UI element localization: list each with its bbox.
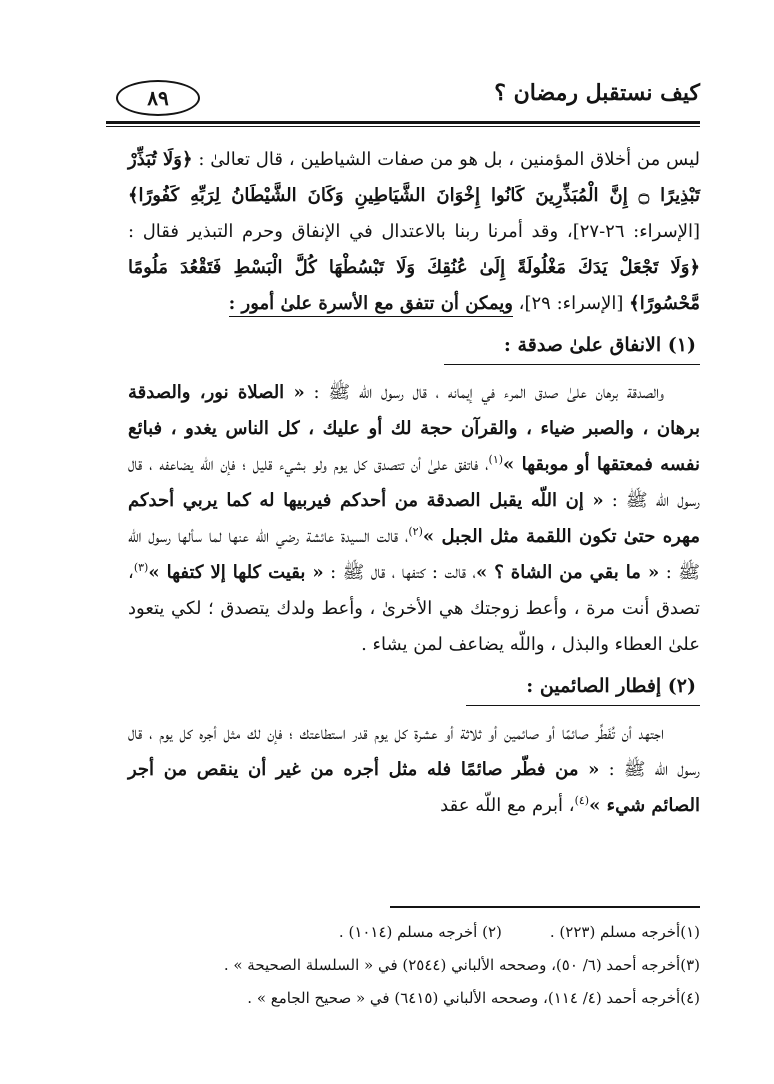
footnote-row-1 — [100, 916, 700, 949]
section-heading-charity: (١) الانفاق علىٰ صدقة : — [444, 328, 700, 365]
paragraph-iftar — [128, 716, 700, 824]
page-number: ٨٩ — [116, 80, 200, 116]
quran-verse-1: ﴿وَلَا تُبَذِّرْ تَبْذِيرًا ۝ إِنَّ الْمُبَذِّرِينَ كَانُوا إِخْوَانَ الشَّيَاطِينِ وَكَانَ الشَّيْطَانُ لِرَبِّهِ كَفُورًا﴾ — [128, 149, 700, 206]
footnote-ref-3: (٣) — [133, 561, 149, 574]
quran-verse-2: ﴿وَلَا تَجْعَلْ يَدَكَ مَغْلُولَةً إِلَىٰ عُنُقِكَ وَلَا تَبْسُطْهَا كُلَّ الْبَسْطِ فَتَقْعُدَ مَلُومًا مَّحْسُورًا﴾ — [128, 257, 700, 314]
verse-ref-1: [الإسراء: ٢٦-٢٧]، وقد أمرنا ربنا بالاعتدال في الإنفاق وحرم التبذير فقال : — [128, 221, 700, 242]
hadith-4: « بقيت كلها إلا كتفها » — [148, 562, 324, 583]
verse-ref-2: [الإسراء: ٢٩]، — [512, 293, 630, 314]
charity-text-c: ، قالت السيدة عائشة رضي الله عنها لما سألها رسول اللّه ﷺ : — [128, 526, 700, 583]
agreement-sentence: ويمكن أن تتفق مع الأسرة علىٰ أمور : — [229, 293, 513, 317]
paragraph-intro — [128, 142, 700, 322]
intro-text: ليس من أخلاق المؤمنين ، بل هو من صفات الشياطين ، قال تعالىٰ : — [192, 149, 700, 170]
page-header — [106, 78, 700, 118]
hadith-2: « إن اللّه يقبل الصدقة من أحدكم فيربيها له كما يربي أحدكم مهره حتىٰ تكون اللقمة مثل الجبل » — [128, 490, 700, 547]
paragraph-charity — [128, 375, 700, 663]
footnote-ref-2: (٢) — [408, 525, 423, 538]
footnote-3: (٣)أخرجه أحمد (٦/ ٥٠)، وصححه الألباني (٢٥٤٤) في « السلسلة الصحيحة » . — [223, 956, 700, 974]
header-rule-thick — [106, 121, 700, 124]
footnote-rule — [390, 906, 700, 908]
footnote-1: (١)أخرجه مسلم (٢٢٣) . — [549, 923, 700, 941]
footnote-4: (٤)أخرجه أحمد (٤/ ١١٤)، وصححه الألباني (٦٤١٥) في « صحيح الجامع » . — [247, 989, 700, 1007]
charity-text-e: ، تصدق أنت مرة ، وأعط زوجتك هي الأخرىٰ ، وأعط ولدك يتصدق ؛ لكي يتعود علىٰ العطاء والبذل ، واللّه يضاعف لمن يشاء . — [128, 562, 700, 655]
iftar-text-b: ، أبرم مع اللّه عقد — [440, 795, 575, 816]
body-text — [128, 142, 700, 824]
iftar-text-a: اجتهد أن تُفَطِّر صائمًا أو صائمين أو ثلاثة أو عشرة كل يوم قدر استطاعتك ؛ فإن لك مثل أجره كل يوم ، قال رسول اللّه ﷺ : — [128, 723, 700, 780]
hadith-3: « ما بقي من الشاة ؟ » — [475, 562, 660, 583]
running-title: كيف نستقبل رمضان ؟ — [494, 80, 700, 106]
footnote-ref-4: (٤) — [574, 794, 590, 807]
charity-text-b: ، فاتفق علىٰ أن تتصدق كل يوم ولو بشيء قليل ؛ فإن اللّه يضاعفه ، قال رسول اللّه ﷺ : — [128, 454, 700, 511]
hadith-1: « الصلاة نور، والصدقة برهان ، والصبر ضياء ، والقرآن حجة لك أو عليك ، كل الناس يغدو ، فبائع نفسه فمعتقها أو موبقها » — [128, 382, 701, 475]
footnotes — [100, 916, 700, 1015]
section-heading-iftar: (٢) إفطار الصائمين : — [466, 669, 700, 706]
header-rule-thin — [106, 126, 700, 127]
charity-text-a: والصدقة برهان علىٰ صدق المرء في إيمانه ، قال رسول اللّه ﷺ : — [304, 382, 664, 403]
charity-text-d: ، قالت : كتفها ، قال ﷺ : — [323, 562, 476, 583]
hadith-5: « من فطّر صائمًا فله مثل أجره من غير أن ينقص من أجر الصائم شيء » — [128, 759, 700, 816]
footnote-ref-1: (١) — [488, 453, 504, 466]
footnote-2: (٢) أخرجه مسلم (١٠١٤) . — [338, 923, 502, 941]
